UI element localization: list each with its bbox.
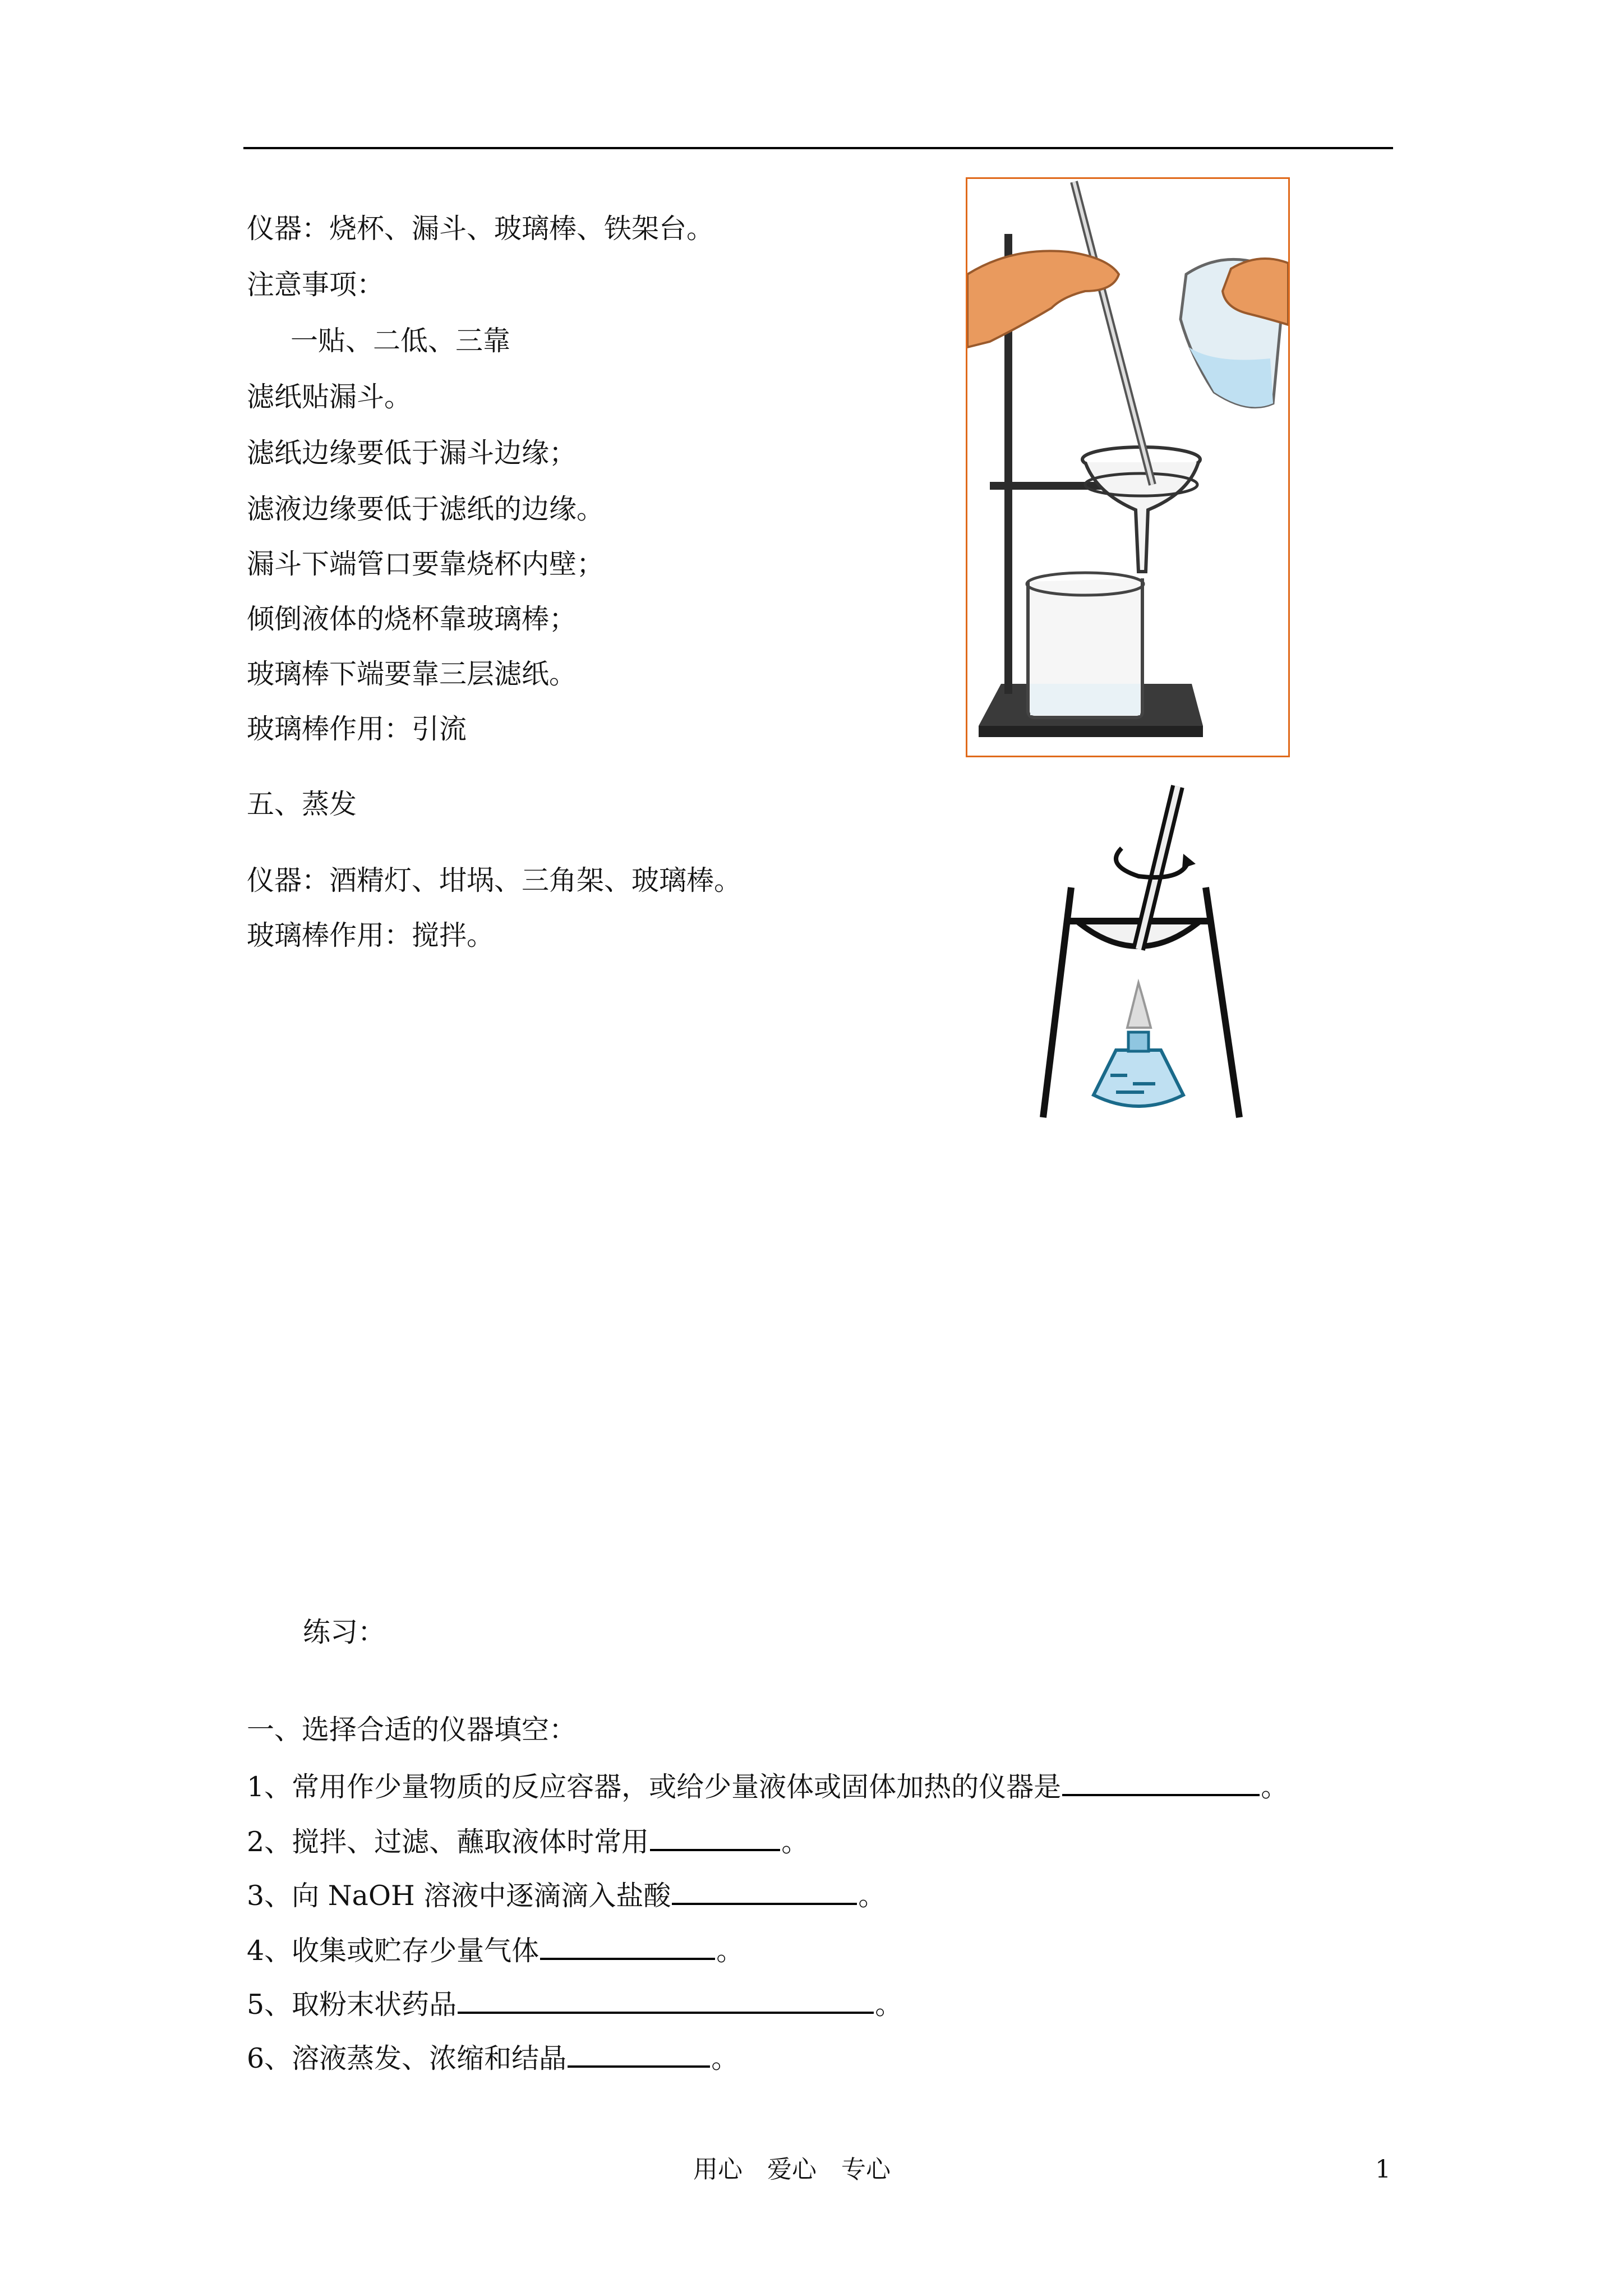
question [247, 1932, 744, 1968]
question-end: 。 [781, 1826, 809, 1858]
funnel-body [1085, 462, 1198, 572]
evaporation-illustration [1021, 781, 1256, 1121]
answer-blank[interactable] [650, 1823, 780, 1851]
question [247, 1877, 886, 1913]
note-line: 倾倒液体的烧杯靠玻璃棒； [247, 603, 577, 635]
page-number: 1 [1375, 2155, 1391, 2184]
stir-arrowhead [1182, 854, 1196, 868]
apparatus-line: 仪器：烧杯、漏斗、玻璃棒、铁架台。 [247, 213, 714, 245]
section-heading: 五、蒸发 [247, 788, 357, 820]
question-end: 。 [1261, 1771, 1289, 1803]
note-line: 玻璃棒下端要靠三层滤纸。 [247, 658, 577, 690]
question [247, 1823, 809, 1859]
note-line: 滤液边缘要低于滤纸的边缘。 [247, 493, 605, 525]
answer-blank[interactable] [1062, 1768, 1260, 1796]
question-text: 6、溶液蒸发、浓缩和结晶 [247, 2042, 567, 2074]
question [247, 1986, 902, 2022]
glass-rod-highlight [1074, 182, 1152, 485]
note-line: 漏斗下端管口要靠烧杯内壁； [247, 548, 605, 580]
question-end: 。 [875, 1989, 903, 2021]
rule-summary: 一贴、二低、三靠 [291, 325, 511, 357]
question [247, 1768, 1288, 1804]
question-end: 。 [716, 1935, 744, 1967]
answer-blank[interactable] [568, 2040, 710, 2068]
question [247, 2040, 739, 2076]
question-end: 。 [858, 1880, 886, 1912]
answer-blank[interactable] [458, 1986, 874, 2014]
question-text: 1、常用作少量物质的反应容器，或给少量液体或固体加热的仪器是 [247, 1771, 1062, 1803]
question-text: 2、搅拌、过滤、蘸取液体时常用 [247, 1826, 649, 1858]
exercise-section: 一、选择合适的仪器填空： [247, 1714, 577, 1746]
question-text: 3、向 NaOH 溶液中逐滴滴入盐酸 [247, 1880, 671, 1912]
notes-heading: 注意事项： [247, 269, 385, 301]
filtration-figure [966, 177, 1290, 757]
flame [1127, 983, 1151, 1028]
apparatus-line: 仪器：酒精灯、坩埚、三角架、玻璃棒。 [247, 864, 742, 896]
alcohol-lamp [1094, 1050, 1183, 1106]
answer-blank[interactable] [672, 1877, 857, 1905]
note-line: 滤纸贴漏斗。 [247, 381, 412, 413]
lamp-neck [1128, 1032, 1149, 1051]
filtrate [1030, 684, 1140, 715]
answer-blank[interactable] [540, 1932, 715, 1960]
glass-rod-role-line: 玻璃棒作用：引流 [247, 713, 467, 745]
filtration-illustration [967, 179, 1288, 756]
hand [967, 251, 1119, 347]
stand-base-edge [979, 726, 1203, 737]
header-rule [243, 147, 1393, 149]
question-text: 5、取粉末状药品 [247, 1989, 457, 2021]
question-end: 。 [711, 2042, 739, 2074]
footer-motto: 用心 爱心 专心 [693, 2155, 891, 2184]
question-text: 4、收集或贮存少量气体 [247, 1935, 540, 1967]
note-line: 滤纸边缘要低于漏斗边缘； [247, 437, 577, 469]
evaporation-figure [1021, 781, 1256, 1121]
exercise-title: 练习： [303, 1616, 386, 1648]
glass-rod-role-line: 玻璃棒作用：搅拌。 [247, 919, 495, 951]
